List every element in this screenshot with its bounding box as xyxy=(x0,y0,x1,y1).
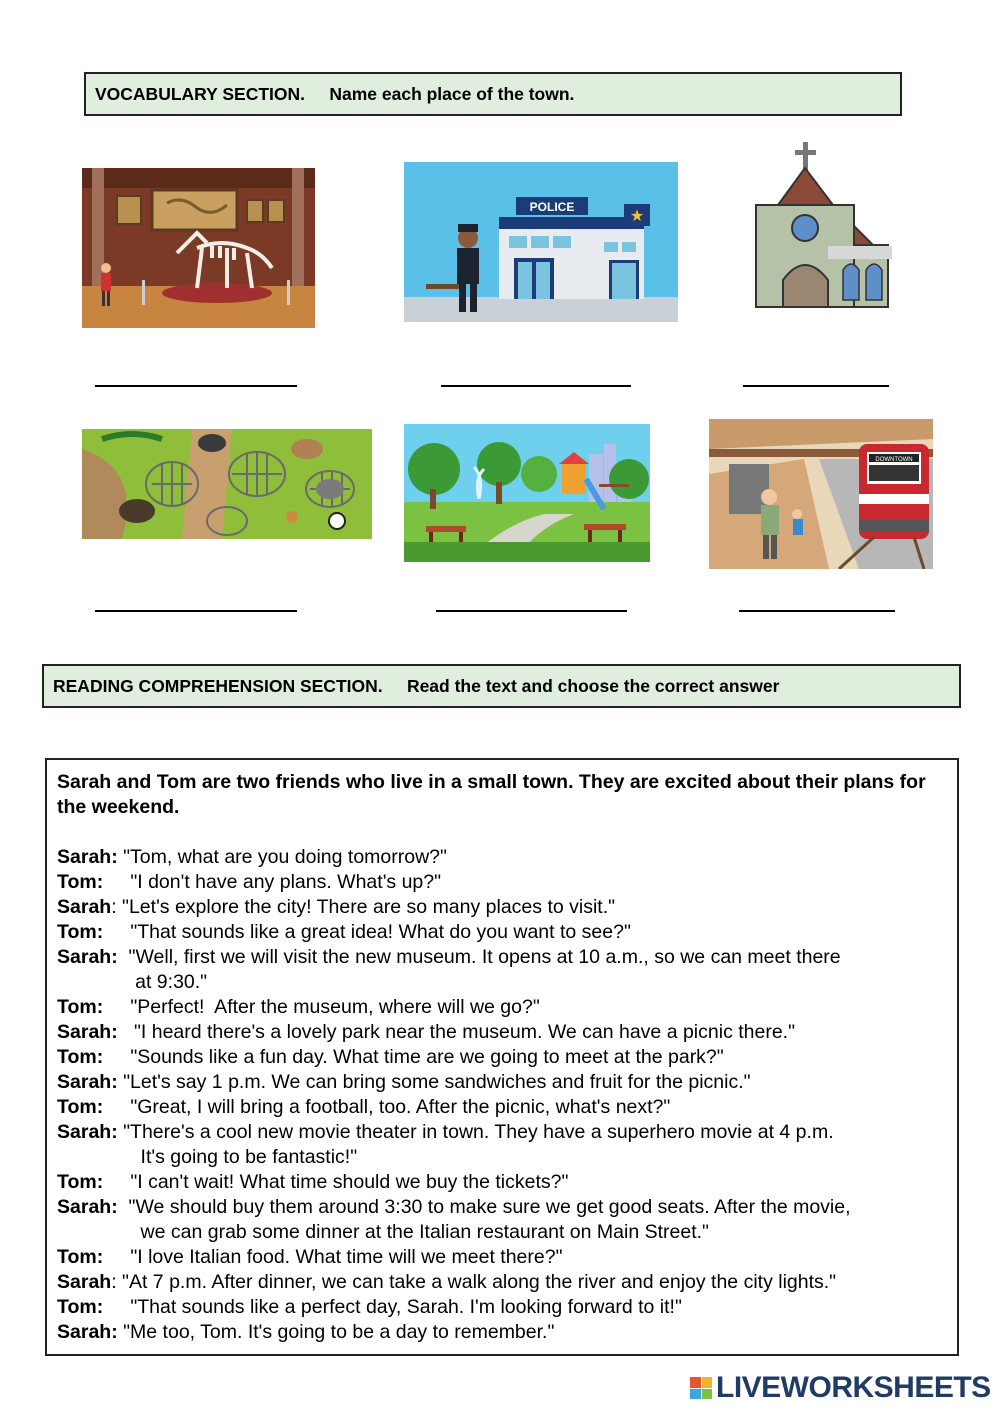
liveworksheets-logo-icon xyxy=(690,1377,712,1399)
dialogue-line xyxy=(57,1295,945,1320)
dialogue-speech: "There's a cool new movie theater in town. They have a superhero movie at 4 p.m. It's going to be fantastic!" xyxy=(117,1121,834,1168)
reading-instruction: Read the text and choose the correct answer xyxy=(406,675,780,696)
museum-picture xyxy=(82,168,315,328)
dialogue-speech: "I love Italian food. What time will we meet there?" xyxy=(103,1246,563,1268)
dialogue-line xyxy=(57,1270,945,1295)
vocabulary-heading: VOCABULARY SECTION. xyxy=(95,83,306,104)
museum-icon xyxy=(82,168,315,328)
police-sign: POLICE xyxy=(529,200,575,214)
dialogue-speech: "Tom, what are you doing tomorrow?" xyxy=(117,846,447,868)
dialogue-speech: "Sounds like a fun day. What time are we going to meet at the park?" xyxy=(103,1046,724,1068)
dialogue-line xyxy=(57,1070,945,1095)
park-picture xyxy=(404,424,650,562)
dialogue-line xyxy=(57,1320,945,1345)
dialogue-speaker: Tom: xyxy=(57,1096,104,1118)
dialogue-line xyxy=(57,1045,945,1070)
dialogue-line xyxy=(57,1245,945,1270)
answer-blank-zoo[interactable] xyxy=(95,610,297,612)
reading-intro: Sarah and Tom are two friends who live in a small town. They are excited about their plans for the weekend. xyxy=(57,771,926,818)
police-station-icon xyxy=(404,162,678,322)
church-picture xyxy=(748,140,894,312)
dialogue-speech: "Well, first we will visit the new museum. It opens at 10 a.m., so we can meet there at 9:30." xyxy=(117,946,841,993)
dialogue-speaker: Sarah: xyxy=(57,946,118,968)
dialogue-speech: "That sounds like a perfect day, Sarah. I'm looking forward to it!" xyxy=(103,1296,682,1318)
dialogue-speech: "I don't have any plans. What's up?" xyxy=(103,871,442,893)
dialogue-line xyxy=(57,995,945,1020)
dialogue-speaker: Tom: xyxy=(57,1046,104,1068)
train-destination-sign: DOWNTOWN xyxy=(875,457,913,463)
dialogue-speaker: Tom: xyxy=(57,1296,104,1318)
svg-text:★: ★ xyxy=(629,206,645,225)
dialogue-speech: : "Let's explore the city! There are so many places to visit." xyxy=(111,896,616,918)
dialogue-line xyxy=(57,920,945,945)
park-icon xyxy=(404,424,650,562)
vocabulary-section-header xyxy=(84,72,902,116)
zoo-icon xyxy=(82,429,372,539)
dialogue xyxy=(57,845,945,1345)
answer-blank-church[interactable] xyxy=(743,385,889,387)
answer-blank-park[interactable] xyxy=(436,610,627,612)
church-icon xyxy=(748,140,894,312)
dialogue-speech: "Perfect! After the museum, where will we go?" xyxy=(103,996,540,1018)
zoo-picture xyxy=(82,429,372,539)
dialogue-speaker: Sarah: xyxy=(57,846,118,868)
dialogue-speaker: Tom: xyxy=(57,1171,104,1193)
dialogue-speaker: Sarah: xyxy=(57,1321,118,1343)
dialogue-speech: "Great, I will bring a football, too. After the picnic, what's next?" xyxy=(103,1096,671,1118)
dialogue-line xyxy=(57,1020,945,1045)
dialogue-line xyxy=(57,1170,945,1195)
train-station-icon xyxy=(709,419,933,569)
reading-section-header xyxy=(42,664,961,708)
vocabulary-instruction: Name each place of the town. xyxy=(329,83,575,104)
dialogue-line xyxy=(57,1095,945,1120)
dialogue-line xyxy=(57,895,945,920)
dialogue-line xyxy=(57,1120,945,1170)
reading-text-box xyxy=(45,758,959,1356)
dialogue-speaker: Tom: xyxy=(57,871,104,893)
dialogue-speaker: Sarah xyxy=(57,896,112,918)
dialogue-line xyxy=(57,945,945,995)
dialogue-speaker: Sarah: xyxy=(57,1021,118,1043)
dialogue-speech: : "At 7 p.m. After dinner, we can take a walk along the river and enjoy the city lights." xyxy=(111,1271,837,1293)
dialogue-line xyxy=(57,870,945,895)
dialogue-line xyxy=(57,845,945,870)
dialogue-speaker: Tom: xyxy=(57,996,104,1018)
dialogue-speech: "Me too, Tom. It's going to be a day to remember." xyxy=(117,1321,555,1343)
answer-blank-train-station[interactable] xyxy=(739,610,895,612)
dialogue-speech: "I can't wait! What time should we buy the tickets?" xyxy=(103,1171,569,1193)
dialogue-speaker: Sarah: xyxy=(57,1071,118,1093)
dialogue-speaker: Sarah: xyxy=(57,1196,118,1218)
liveworksheets-logo xyxy=(690,1372,991,1404)
dialogue-speech: "Let's say 1 p.m. We can bring some sandwiches and fruit for the picnic." xyxy=(117,1071,751,1093)
dialogue-speech: "We should buy them around 3:30 to make sure we get good seats. After the movie, we can grab some dinner at the Italian restaurant on Main Street." xyxy=(117,1196,851,1243)
answer-blank-police-station[interactable] xyxy=(441,385,631,387)
dialogue-speaker: Sarah xyxy=(57,1271,112,1293)
train-station-picture xyxy=(709,419,933,569)
dialogue-speaker: Sarah: xyxy=(57,1121,118,1143)
answer-blank-museum[interactable] xyxy=(95,385,297,387)
police-station-picture xyxy=(404,162,678,322)
logo-text: LIVEWORKSHEETS xyxy=(716,1371,991,1404)
reading-heading: READING COMPREHENSION SECTION. xyxy=(53,675,383,696)
dialogue-speech: "I heard there's a lovely park near the museum. We can have a picnic there." xyxy=(117,1021,796,1043)
dialogue-line xyxy=(57,1195,945,1245)
dialogue-speaker: Tom: xyxy=(57,1246,104,1268)
dialogue-speaker: Tom: xyxy=(57,921,104,943)
dialogue-speech: "That sounds like a great idea! What do you want to see?" xyxy=(103,921,631,943)
